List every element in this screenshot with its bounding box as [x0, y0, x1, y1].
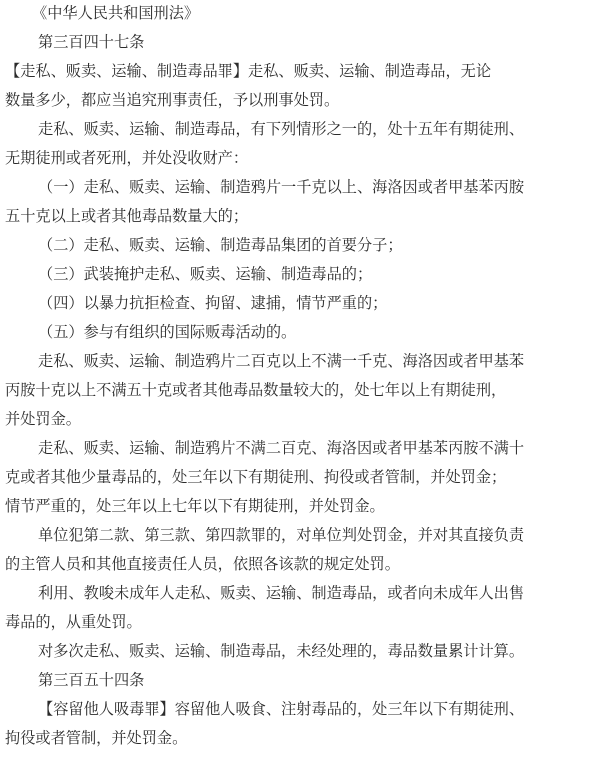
text-line: 五十克以上或者其他毒品数量大的；: [5, 207, 248, 225]
text-line: 毒品的，从重处罚。: [5, 613, 142, 631]
text-line: 并处罚金。: [5, 410, 81, 428]
list-item: （五）参与有组织的国际贩毒活动的。: [38, 323, 297, 341]
list-item: （一）走私、贩卖、运输、制造鸦片一千克以上、海洛因或者甲基苯丙胺: [38, 178, 524, 196]
text-line: 走私、贩卖、运输、制造鸦片不满二百克、海洛因或者甲基苯丙胺不满十: [38, 439, 524, 457]
article-heading: 第三百四十七条: [38, 33, 145, 51]
text-line: 丙胺十克以上不满五十克或者其他毒品数量较大的，处七年以上有期徒刑，: [5, 381, 507, 399]
text-line: 克或者其他少量毒品的，处三年以下有期徒刑、拘役或者管制，并处罚金；: [5, 468, 507, 486]
text-line: 情节严重的，处三年以上七年以下有期徒刑，并处罚金。: [5, 497, 385, 515]
text-line: 单位犯第二款、第三款、第四款罪的，对单位判处罚金，并对其直接负责: [38, 526, 524, 544]
text-line: 对多次走私、贩卖、运输、制造毒品，未经处理的，毒品数量累计计算。: [38, 642, 524, 660]
text-line: 拘役或者管制，并处罚金。: [5, 729, 188, 747]
list-item: （二）走私、贩卖、运输、制造毒品集团的首要分子；: [38, 236, 403, 254]
text-line: 的主管人员和其他直接责任人员，依照各该款的规定处罚。: [5, 555, 400, 573]
text-line: 利用、教唆未成年人走私、贩卖、运输、制造毒品，或者向未成年人出售: [38, 584, 524, 602]
text-line: 走私、贩卖、运输、制造毒品，有下列情形之一的，处十五年有期徒刑、: [38, 120, 524, 138]
text-line: 【容留他人吸毒罪】容留他人吸食、注射毒品的，处三年以下有期徒刑、: [38, 700, 524, 718]
text-line: 数量多少，都应当追究刑事责任，予以刑事处罚。: [5, 91, 340, 109]
list-item: （四）以暴力抗拒检查、拘留、逮捕，情节严重的；: [38, 294, 388, 312]
text-line: 无期徒刑或者死刑，并处没收财产：: [5, 149, 248, 167]
article-heading: 第三百五十四条: [38, 671, 145, 689]
text-line: 【走私、贩卖、运输、制造毒品罪】走私、贩卖、运输、制造毒品，无论: [5, 62, 491, 80]
list-item: （三）武装掩护走私、贩卖、运输、制造毒品的；: [38, 265, 373, 283]
law-title: 《中华人民共和国刑法》: [32, 4, 200, 22]
text-line: 走私、贩卖、运输、制造鸦片二百克以上不满一千克、海洛因或者甲基苯: [38, 352, 524, 370]
